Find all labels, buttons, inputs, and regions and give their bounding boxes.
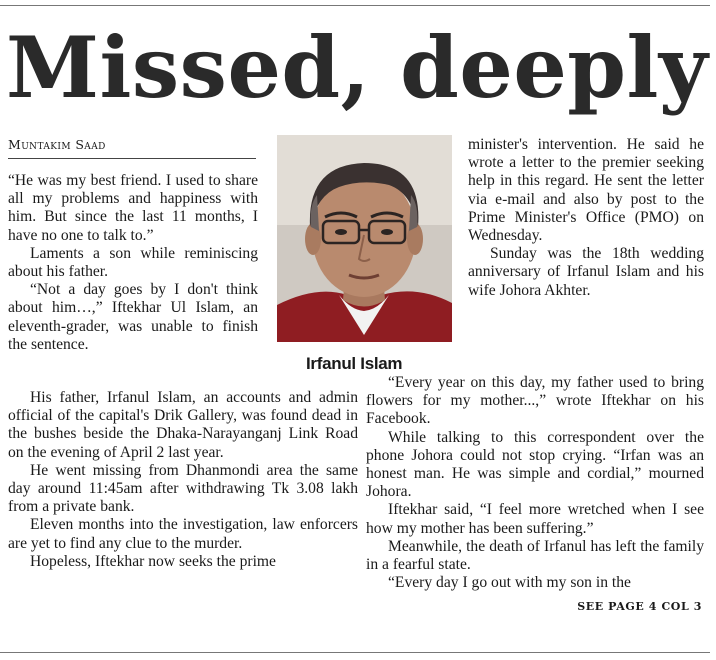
article-column-1-lower xyxy=(8,389,358,571)
paragraph: His father, Irfanul Islam, an accounts and admin official of the capital's Drik Gallery, was found dead in the bushes beside the Dhaka-Narayanganj Link Road on the evening of April 2 last year. xyxy=(8,389,358,461)
paragraph: “Every day I go out with my son in the xyxy=(388,574,631,592)
paragraph: Hopeless, Iftekhar now seeks the prime xyxy=(30,552,276,570)
paragraph: “Not a day goes by I don't think about him…,” Iftekhar Ul Islam, an eleventh-grader, was unable to finish the sentence. xyxy=(8,281,258,353)
paragraph: Iftekhar said, “I feel more wretched when I see how my mother has been suffering.” xyxy=(366,501,704,537)
bottom-rule xyxy=(0,652,710,653)
portrait-illustration xyxy=(277,135,452,342)
headline: Missed, deeply xyxy=(6,18,709,117)
paragraph: While talking to this correspondent over the phone Johora could not stop crying. “Irfan was an honest man. He was simple and cordial,” mourned Johora. xyxy=(366,428,704,501)
byline: Muntakim Saad xyxy=(8,137,106,152)
paragraph: Laments a son while reminiscing about his father. xyxy=(8,244,258,281)
byline-rule xyxy=(8,158,256,159)
paragraph: “He was my best friend. I used to share all my problems and happiness with him. But since the last 11 months, I have no one to talk to.” xyxy=(8,172,258,244)
paragraph: Sunday was the 18th wedding anniversary of Irfanul Islam and his wife Johora Akhter. xyxy=(468,245,704,299)
portrait-photo xyxy=(277,135,452,342)
paragraph: Meanwhile, the death of Irfanul has left the family in a fearful state. xyxy=(366,537,704,574)
article-column-3 xyxy=(468,136,704,300)
continuation-note: SEE PAGE 4 COL 3 xyxy=(577,600,702,613)
photo-caption: Irfanul Islam xyxy=(306,354,403,373)
paragraph: He went missing from Dhanmondi area the same day around 11:45am after withdrawing Tk 3.08 lakh from a private bank. xyxy=(8,461,358,516)
top-rule xyxy=(0,5,710,6)
paragraph: “Every year on this day, my father used to bring flowers for my mother...,” wrote Iftekhar on his Facebook. xyxy=(366,374,704,428)
article-column-1 xyxy=(8,172,258,354)
paragraph: Eleven months into the investigation, law enforcers are yet to find any clue to the murder. xyxy=(8,516,358,552)
article-column-3-lower xyxy=(366,374,704,592)
paragraph: minister's intervention. He said he wrote a letter to the premier seeking help in this regard. He sent the letter via e-mail and also by post to the Prime Minister's Office (PMO) on Wednesday. xyxy=(468,136,704,245)
